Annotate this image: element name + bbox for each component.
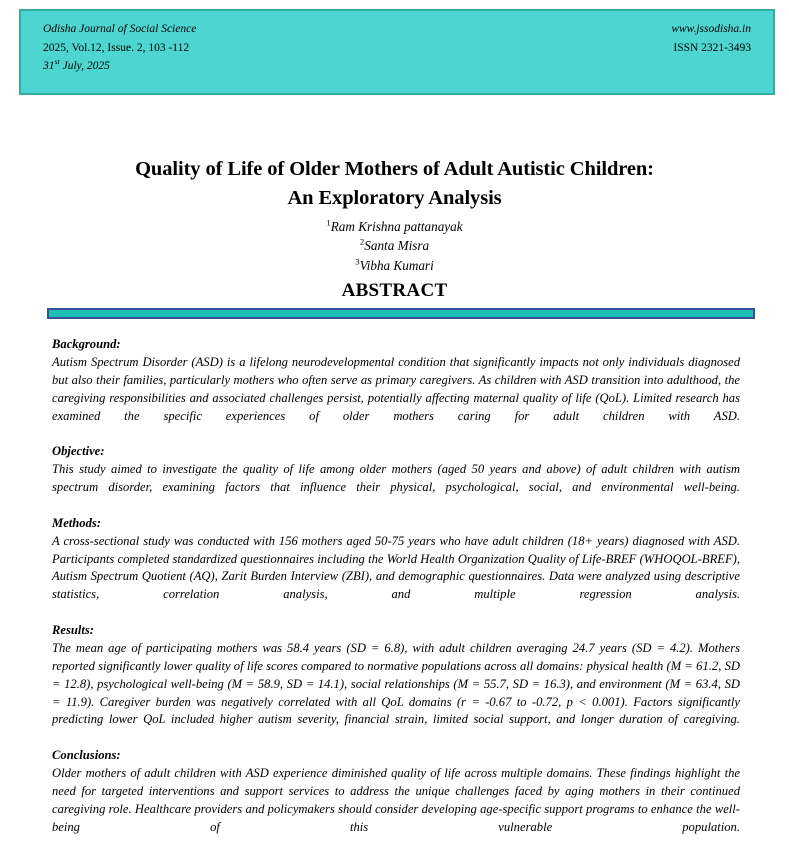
- abstract-section-results: [52, 622, 740, 747]
- abstract-body: [52, 336, 740, 854]
- title-block: [0, 155, 789, 302]
- page-title-line-2: An Exploratory Analysis: [287, 187, 502, 210]
- author-1-marker: 1: [326, 217, 331, 228]
- abstract-heading: ABSTRACT: [341, 280, 448, 302]
- abstract-text-methods: A cross-sectional study was conducted with 156 mothers aged 50-75 years who have adult children (18+ years) diagnosed with ASD. Participants completed standardized questionnaires including the World Health Organization Quality of Life-BREF (WHOQOL-BREF), Autism Spectrum Quotient (AQ), Zarit Burden Interview (ZBI), and demographic questionnaires. Data were analyzed using descriptive statistics, correlation analysis, and multiple regression analysis.: [52, 533, 740, 602]
- author-1: [0, 217, 789, 236]
- journal-header-left: [43, 20, 196, 93]
- journal-website[interactable]: www.jssodisha.in: [671, 23, 751, 35]
- abstract-label-conclusions: Conclusions:: [52, 748, 121, 763]
- journal-date-line: [43, 57, 196, 76]
- author-3-marker: 3: [355, 256, 360, 267]
- journal-date-suffix: st: [54, 57, 60, 67]
- abstract-section-conclusions: [52, 747, 740, 854]
- page-title-line-1: Quality of Life of Older Mothers of Adult Autistic Children:: [135, 158, 654, 180]
- author-2-name: Santa Misra: [364, 238, 430, 254]
- journal-header-band: [19, 9, 775, 95]
- page-title: [0, 155, 789, 213]
- journal-issue-line: 2025, Vol.12, Issue. 2, 103 -112: [43, 41, 190, 54]
- abstract-label-methods: Methods:: [52, 515, 101, 530]
- abstract-section-background: [52, 336, 740, 443]
- author-list: [0, 217, 789, 275]
- author-3-name: Vibha Kumari: [359, 257, 434, 273]
- author-1-name: Ram Krishna pattanayak: [330, 219, 463, 235]
- abstract-text-conclusions: Older mothers of adult children with ASD experience diminished quality of life across multiple domains. These findings highlight the need for targeted interventions and support services to address the unique challenges faced by aging mothers in their continued caregiving role. Healthcare providers and policymakers should consider developing age-specific support programs to enhance the well-being of this vulnerable population.: [52, 766, 740, 834]
- abstract-section-objective: [52, 443, 740, 515]
- journal-issn: ISSN 2321-3493: [673, 41, 751, 54]
- author-2: [0, 236, 789, 255]
- abstract-text-background: Autism Spectrum Disorder (ASD) is a lifelong neurodevelopmental condition that significantly impacts not only individuals diagnosed but also their families, particularly mothers who often serve as primary caregivers. As children with ASD transition into adulthood, the caregiving responsibilities and associated challenges persist, potentially affecting maternal quality of life (QoL). Limited research has examined the specific experiences of older mothers caring for adult children with ASD.: [52, 354, 740, 423]
- journal-name: Odisha Journal of Social Science: [43, 23, 197, 35]
- abstract-label-results: Results:: [52, 623, 94, 637]
- author-2-marker: 2: [359, 237, 365, 248]
- author-3: [0, 256, 789, 275]
- abstract-text-objective: This study aimed to investigate the quality of life among older mothers (aged 50 years and above) of adult children with autism spectrum disorder, examining factors that influence their physical, psychological, social, and environmental well-being.: [52, 462, 740, 494]
- abstract-section-methods: [52, 515, 740, 622]
- section-divider-bar: [47, 308, 755, 319]
- journal-header-right: [671, 20, 751, 93]
- journal-date-day: 31: [43, 60, 55, 73]
- journal-date-rest: July, 2025: [59, 60, 110, 73]
- abstract-text-results: The mean age of participating mothers was 58.4 years (SD = 6.8), with adult children averaging 24.7 years (SD = 4.2). Mothers reported significantly lower quality of life scores compared to normative populations across all domains: physical health (M = 61.2, SD = 12.8), psychological well-being (M = 58.9, SD = 14.1), social relationships (M = 55.7, SD = 16.3), and environment (M = 63.4, SD = 11.9). Caregiver burden was negatively correlated with all QoL domains (r = -0.67 to -0.72, p < 0.001). Factors significantly predicting lower QoL included higher autism severity, financial strain, limited social support, and longer duration of caregiving.: [52, 640, 740, 727]
- abstract-label-objective: Objective:: [52, 444, 105, 459]
- abstract-label-background: Background:: [52, 337, 121, 351]
